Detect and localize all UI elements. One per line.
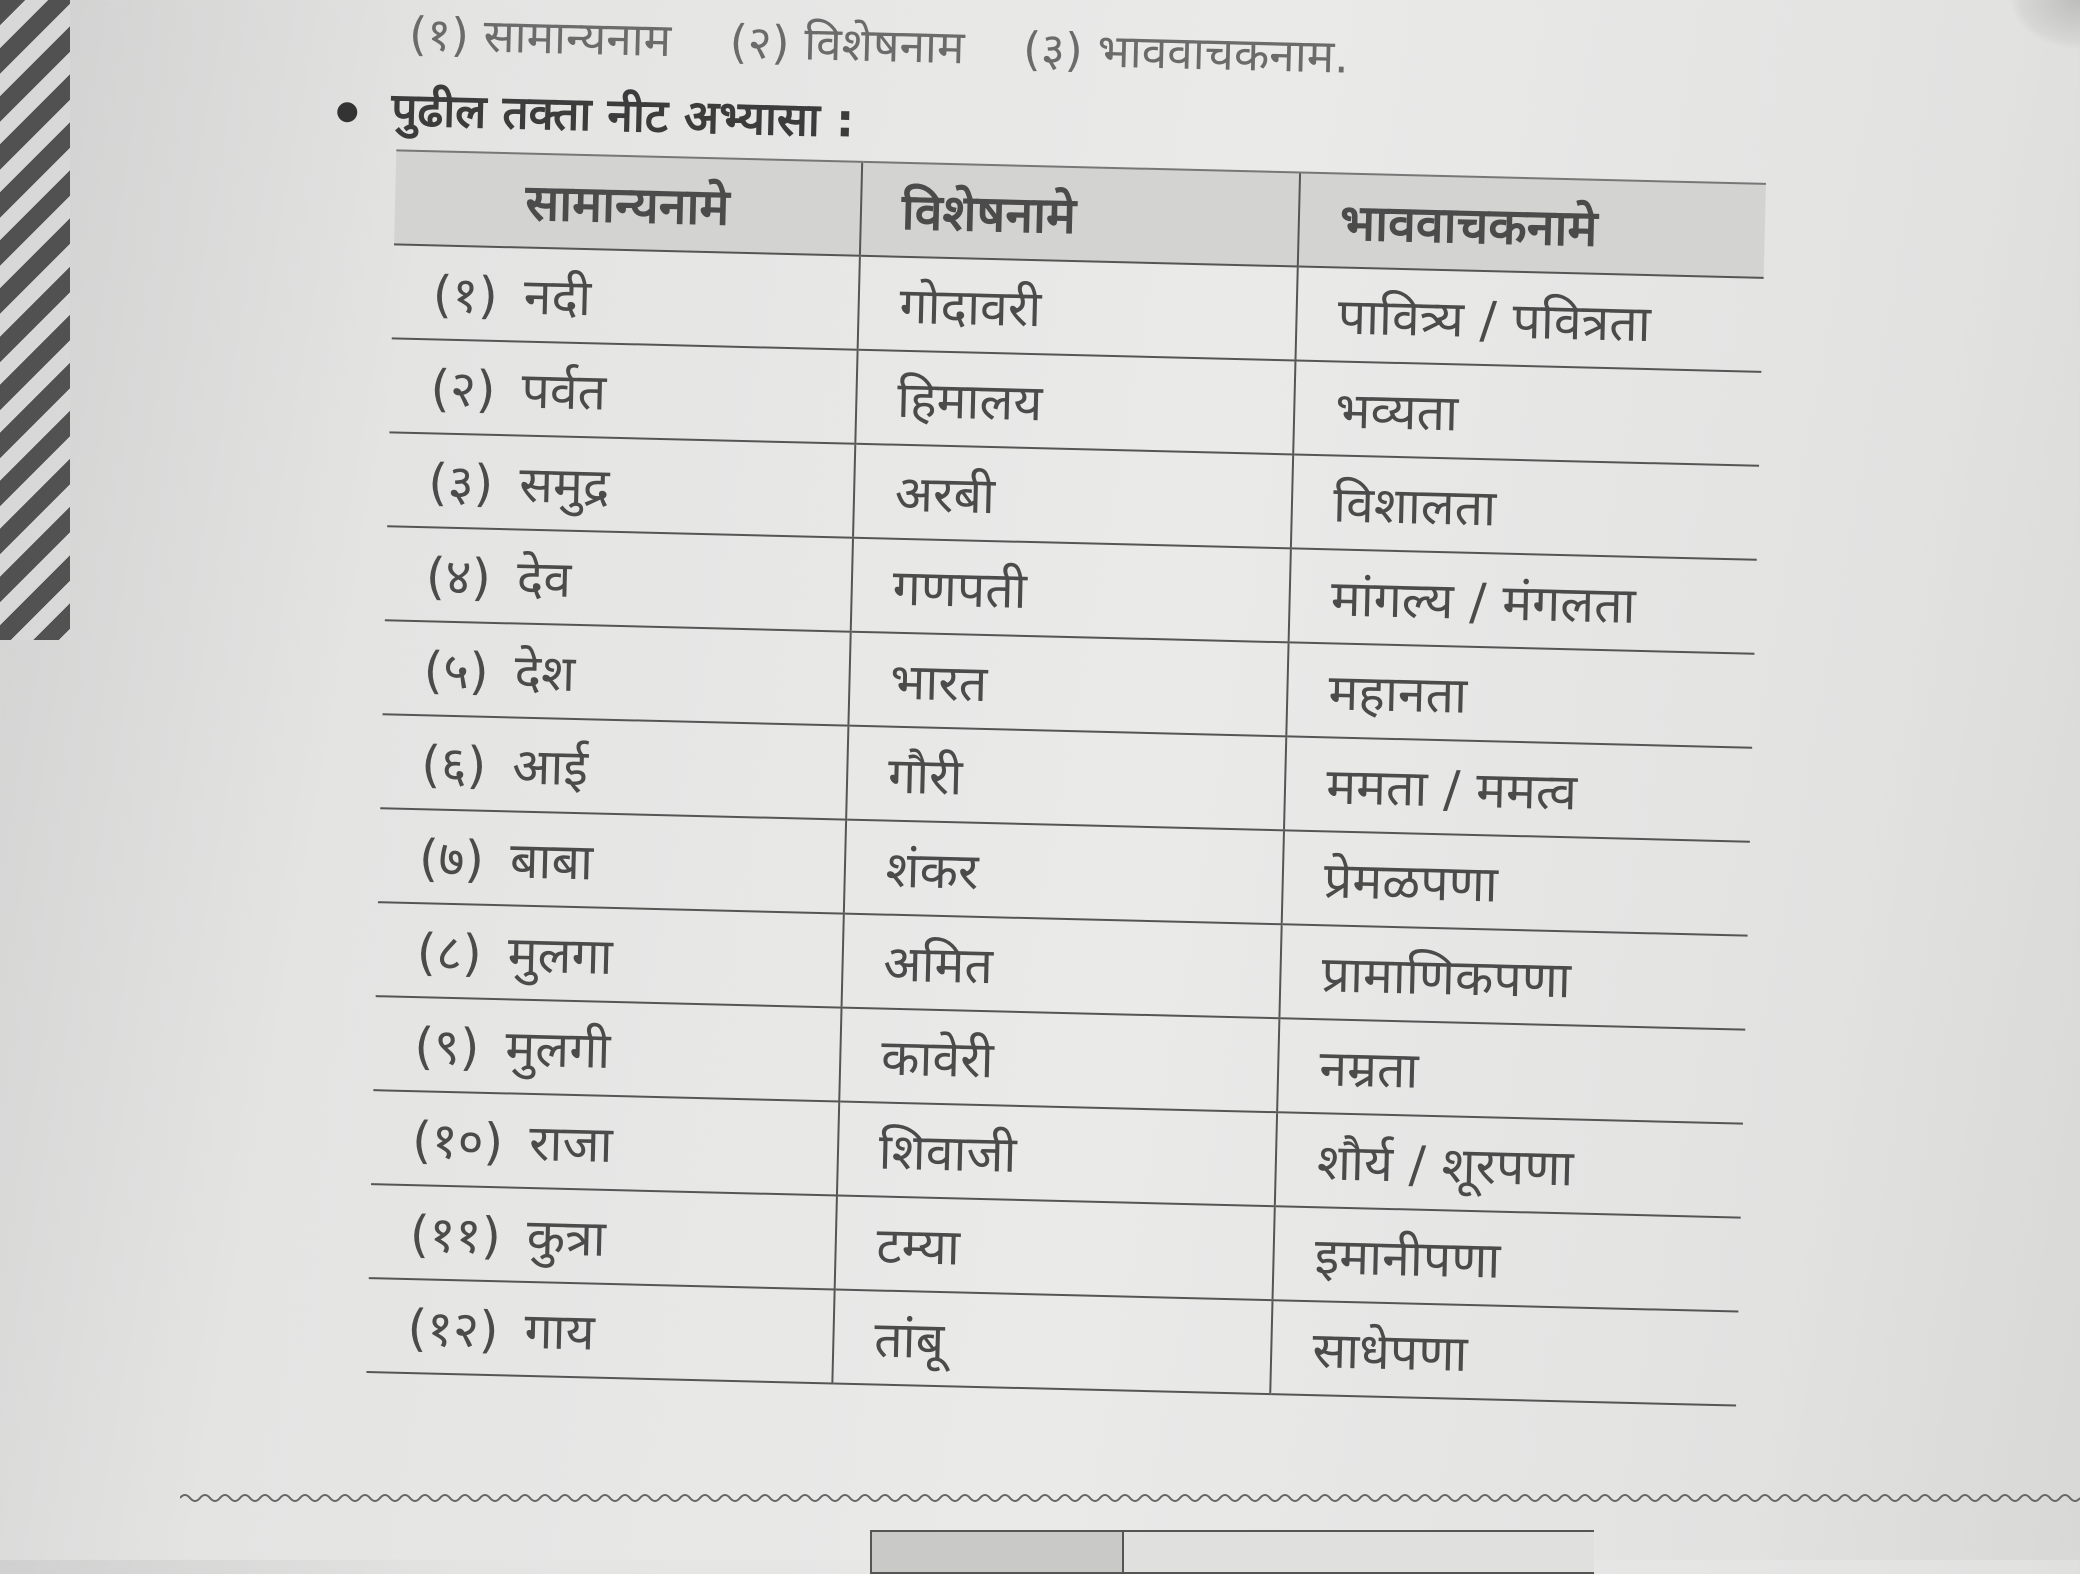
noun-type-1: (१) सामान्यनाम bbox=[408, 6, 672, 68]
common-noun: देश bbox=[513, 643, 576, 703]
header-abstract-nouns: भाववाचकनामे bbox=[1298, 173, 1766, 278]
cell-abstract: नम्रता bbox=[1277, 1018, 1745, 1123]
cell-common bbox=[387, 432, 855, 537]
common-noun: नदी bbox=[523, 267, 592, 328]
common-noun: कुत्रा bbox=[526, 1207, 607, 1268]
row-number: (१२) bbox=[406, 1299, 500, 1360]
cell-abstract: शौर्य / शूरपणा bbox=[1275, 1112, 1743, 1217]
row-number: (९) bbox=[413, 1017, 481, 1077]
common-noun: राजा bbox=[528, 1113, 614, 1174]
common-noun: मुलगी bbox=[504, 1019, 612, 1080]
cell-common bbox=[369, 1184, 837, 1289]
nouns-table bbox=[366, 149, 1765, 1406]
cell-common bbox=[392, 244, 860, 349]
header-proper-nouns: विशेषनामे bbox=[860, 162, 1301, 267]
cell-proper: टम्या bbox=[834, 1195, 1275, 1300]
cell-proper: हिमालय bbox=[855, 350, 1296, 455]
common-noun: मुलगा bbox=[507, 925, 614, 986]
page-edge-shadow bbox=[0, 0, 70, 640]
common-noun: देव bbox=[516, 549, 572, 609]
cell-proper: शिवाजी bbox=[837, 1102, 1278, 1207]
cell-proper: गोदावरी bbox=[857, 256, 1298, 361]
cell-common bbox=[371, 1090, 839, 1195]
row-number: (१०) bbox=[411, 1111, 504, 1172]
row-number: (६) bbox=[420, 735, 488, 795]
cell-abstract: ममता / ममत्व bbox=[1284, 736, 1752, 841]
cell-proper: गौरी bbox=[846, 726, 1287, 831]
header-common-nouns: सामान्यनामे bbox=[394, 150, 862, 255]
cell-abstract: प्रामाणिकपणा bbox=[1280, 924, 1748, 1029]
common-noun: आई bbox=[511, 737, 589, 798]
cell-common bbox=[376, 902, 844, 1007]
cell-common bbox=[383, 620, 851, 725]
cell-abstract: विशालता bbox=[1291, 454, 1759, 559]
row-number: (१) bbox=[432, 265, 499, 325]
bullet-icon bbox=[337, 101, 357, 121]
cell-abstract: इमानीपणा bbox=[1273, 1206, 1741, 1311]
cell-abstract: पावित्र्य / पवित्रता bbox=[1296, 266, 1764, 371]
cell-abstract: प्रेमळपणा bbox=[1282, 830, 1750, 935]
cell-abstract: मांगल्य / मंगलता bbox=[1289, 548, 1757, 653]
bottom-table-edge bbox=[870, 1530, 1594, 1574]
cell-proper: तांबू bbox=[832, 1289, 1273, 1394]
row-number: (७) bbox=[418, 829, 485, 889]
cell-proper: भारत bbox=[848, 632, 1289, 737]
cell-proper: शंकर bbox=[844, 820, 1285, 925]
common-noun: पर्वत bbox=[520, 361, 607, 422]
common-noun: समुद्र bbox=[518, 455, 611, 516]
instruction-text: पुढील तक्ता नीट अभ्यासा : bbox=[390, 82, 855, 148]
cell-abstract: साधेपणा bbox=[1270, 1300, 1738, 1405]
cell-common bbox=[373, 996, 841, 1101]
row-number: (३) bbox=[427, 453, 494, 513]
row-number: (५) bbox=[422, 641, 490, 701]
row-number: (८) bbox=[416, 923, 483, 983]
cell-abstract: भव्यता bbox=[1293, 360, 1761, 465]
cell-common bbox=[385, 526, 853, 631]
cell-abstract: महानता bbox=[1286, 642, 1754, 747]
bottom-table-cell bbox=[1122, 1532, 1594, 1572]
cell-common bbox=[389, 338, 857, 443]
wavy-divider bbox=[180, 1490, 2080, 1506]
cell-proper: कावेरी bbox=[839, 1008, 1280, 1113]
cell-common bbox=[378, 808, 846, 913]
page-curl bbox=[2010, 0, 2080, 50]
cell-common bbox=[380, 714, 848, 819]
cell-proper: गणपती bbox=[851, 538, 1292, 643]
common-noun: बाबा bbox=[509, 831, 594, 892]
cell-common bbox=[366, 1278, 834, 1383]
row-number: (११) bbox=[409, 1205, 502, 1266]
row-number: (२) bbox=[429, 359, 497, 419]
cell-proper: अरबी bbox=[853, 444, 1294, 549]
document-content bbox=[306, 0, 1769, 1407]
cell-proper: अमित bbox=[841, 914, 1282, 1019]
common-noun: गाय bbox=[523, 1301, 596, 1362]
noun-type-2: (२) विशेषनाम bbox=[729, 14, 966, 75]
noun-type-3: (३) भाववाचकनाम. bbox=[1022, 21, 1350, 84]
row-number: (४) bbox=[425, 547, 492, 607]
